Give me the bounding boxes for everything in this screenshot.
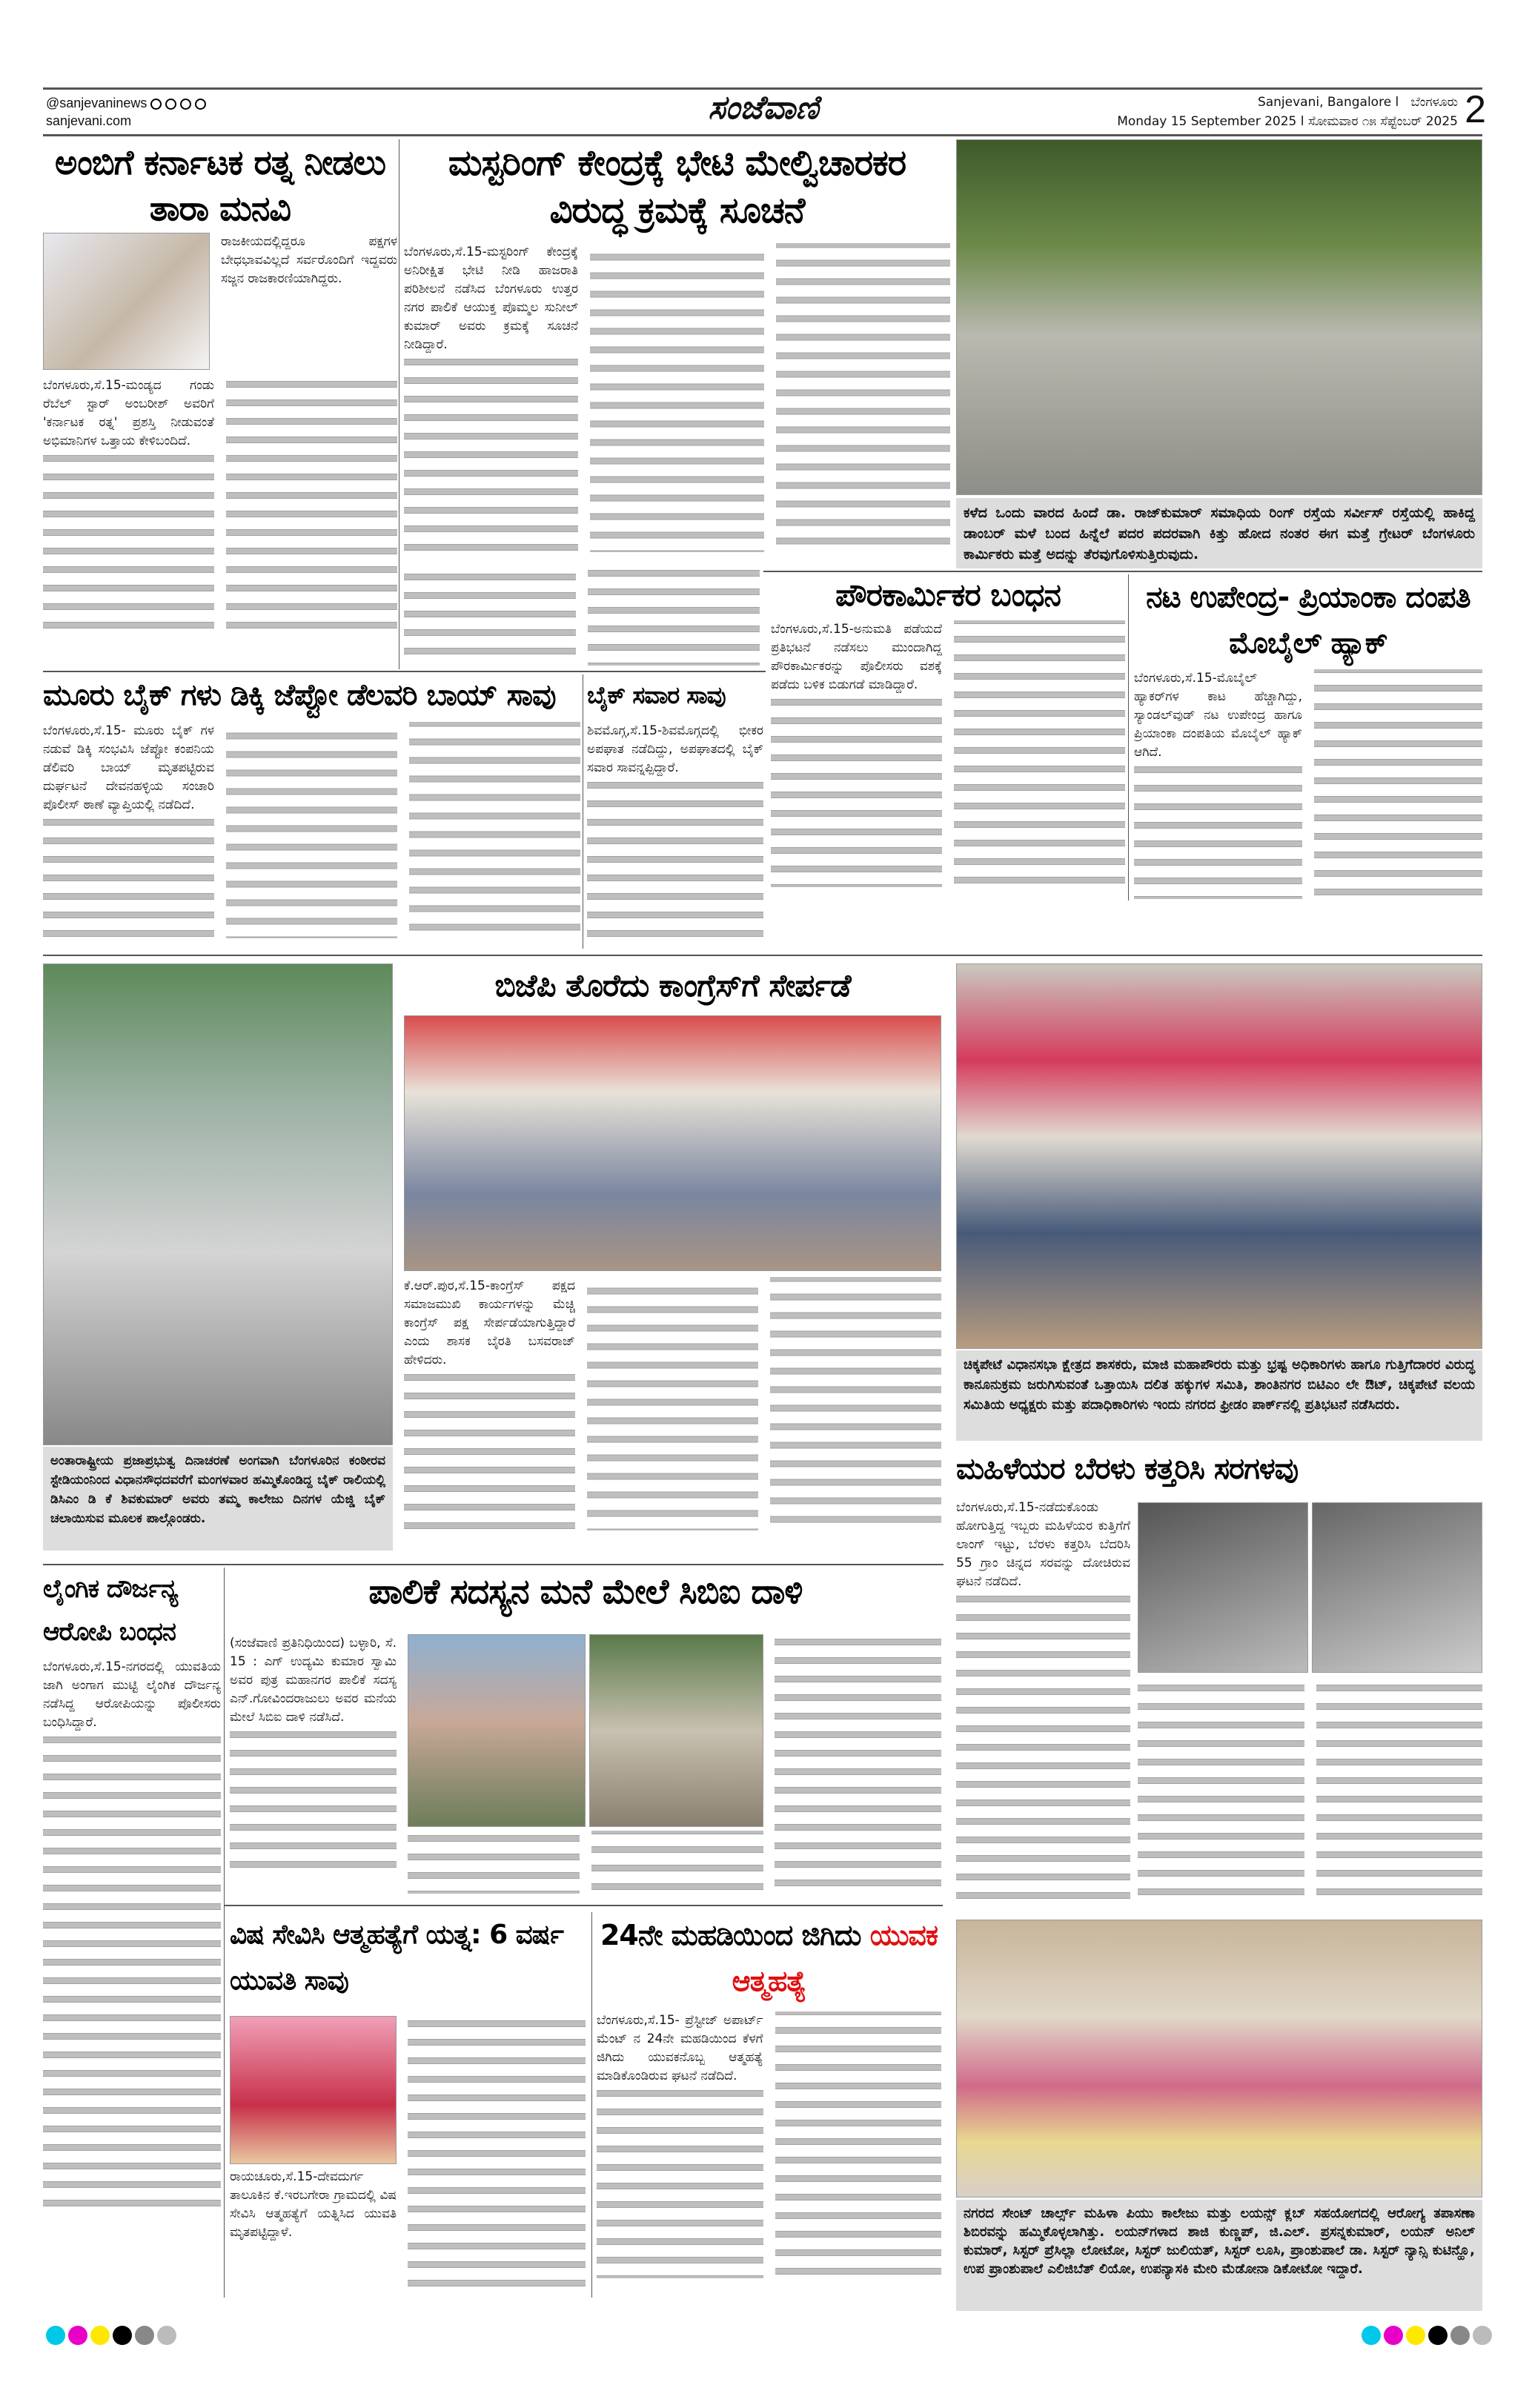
headline: ಮೂರು ಬೈಕ್ ಗಳು ಡಿಕ್ಕಿ ಜೆಪ್ಟೋ ಡೆಲವರಿ ಬಾಯ್ ಸಾವು xyxy=(43,678,556,712)
article-body: ಕೆ.ಆರ್.ಪುರ,ಸೆ.15-ಕಾಂಗ್ರೆಸ್ ಪಕ್ಷದ ಸಮಾಜಮುಖಿ ಕಾರ್ಯಗಳನ್ನು ಮೆಚ್ಚಿ ಕಾಂಗ್ರೆಸ್ ಪಕ್ಷ ಸೇರ್ಪಡೆಯಾಗುತ್ತಿದ್ದಾರೆ ಎಂದು ಶಾಸಕ ಬೈರತಿ ಬಸವರಾಜ್ ಹೇಳಿದರು. xyxy=(404,1277,941,1551)
headline: ಮಹಿಳೆಯರ ಬೆರಳು ಕತ್ತರಿಸಿ ಸರಗಳವು xyxy=(956,1452,1299,1486)
city: ಬೆಂಗಳೂರು xyxy=(1410,95,1458,110)
article-bjp xyxy=(404,963,941,1549)
victim-photo xyxy=(230,2016,397,2164)
registration-marks-left xyxy=(46,2326,179,2348)
article-poison xyxy=(230,1912,586,2298)
ambarish-photo xyxy=(43,233,210,370)
website-link[interactable]: sanjevani.com xyxy=(46,113,132,128)
article-body-continued xyxy=(1138,1680,1482,1903)
article-body-right xyxy=(775,1634,941,1894)
bike-rally-photo xyxy=(43,963,393,1445)
article-pourakarmika xyxy=(771,574,1125,900)
headline-part: 24ನೇ ಮಹಡಿಯಿಂದ ಜಿಗಿದು xyxy=(600,1919,861,1951)
article-body: ಬೆಂಗಳೂರು,ಸೆ.15-ನಡೆದುಕೊಂಡು ಹೋಗುತ್ತಿದ್ದ ಇಬ್ಬರು ಮಹಿಳೆಯರ ಕುತ್ತಿಗೆಗೆ ಲಾಂಗ್ ಇಟ್ಟು, ಬೆರಳು ಕತ್ತರಿಸಿ ಬೆದರಿಸಿ 55 ಗ್ರಾಂ ಚಿನ್ನದ ಸರವನ್ನು ದೋಚಿರುವ ಘಟನೆ ನಡೆದಿದೆ. xyxy=(956,1499,1130,1903)
article-body: ಬೆಂಗಳೂರು,ಸೆ.15- ಮೂರು ಬೈಕ್ ಗಳ ನಡುವೆ ಡಿಕ್ಕಿ ಸಂಭವಿಸಿ ಜೆಪ್ಟೋ ಕಂಪನಿಯ ಡೆಲಿವರಿ ಬಾಯ್ ಮೃತಪಟ್ಟಿರುವ ದುರ್ಘಟನೆ ದೇವನಹಳ್ಳಿಯ ಸಂಚಾರಿ ಪೊಲೀಸ್ ಠಾಣೆ ವ್ಯಾಪ್ತಿಯಲ್ಲಿ ನಡೆದಿದೆ. xyxy=(43,722,580,944)
cctv-photo-1 xyxy=(1138,1502,1308,1673)
photo-caption: ನಗರದ ಸೇಂಟ್ ಚಾರ್ಲ್ಸ್ ಮಹಿಳಾ ಪಿಯು ಕಾಲೇಜು ಮತ್ತು ಲಯನ್ಸ್ ಕ್ಲಬ್ ಸಹಯೋಗದಲ್ಲಿ ಆರೋಗ್ಯ ತಪಾಸಣಾ ಶಿಬಿರವನ್ನು ಹಮ್ಮಿಕೊಳ್ಳಲಾಗಿತ್ತು. ಲಯನ್‌ಗಳಾದ ಶಾಜಿ ಕುಣ್ಣಪ್, ಜಿ.ಎಲ್. ಪ್ರಸನ್ನಕುಮಾರ್, ಲಯನ್ ಅನಿಲ್ ಕುಮಾರ್, ಸಿಸ್ಟರ್ ಪ್ರೆಸಿಲ್ಲಾ ಲೋಟೋ, ಸಿಸ್ಟರ್ ಜುಲಿಯತ್, ಸಿಸ್ಟರ್ ಲೂಸಿ, ಪ್ರಾಂಶುಪಾಲೆ ಡಾ. ಸಿಸ್ಟರ್ ನ್ಯಾನ್ಸಿ ಕುಟಿನ್ಹೊ, ಉಪ ಪ್ರಾಂಶುಪಾಲೆ ಎಲಿಜಿಬೆತ್ ಲಿಯೋ, ಉಪನ್ಯಾಸಕಿ ಮೇರಿ ಮೆಡೋನಾ ಡಿಕೋಟೋ ಇದ್ದಾರೆ. xyxy=(956,2200,1482,2311)
headline: ನಟ ಉಪೇಂದ್ರ- ಪ್ರಿಯಾಂಕಾ ದಂಪತಿ ಮೊಬೈಲ್ ಹ್ಯಾಕ್ xyxy=(1146,580,1470,660)
facebook-icon[interactable] xyxy=(150,99,162,110)
date-en: Monday 15 September 2025 xyxy=(1117,114,1297,129)
article-floor24 xyxy=(597,1912,941,2298)
article-body: ಬೆಂಗಳೂರು,ಸೆ.15-ಮೊಬೈಲ್ ಹ್ಯಾಕರ್‌ಗಳ ಕಾಟ ಹೆಚ್ಚಾಗಿದ್ದು, ಸ್ಯಾಂಡಲ್‌ವುಡ್ ನಟ ಉಪೇಂದ್ರ ಹಾಗೂ ಪ್ರಿಯಾಂಕಾ ದಂಪತಿಯ ಮೊಬೈಲ್ ಹ್ಯಾಕ್ ಆಗಿದೆ. xyxy=(1134,669,1482,899)
headline-highlight: ಯುವಕ ಆತ್ಮಹತ್ಯೆ xyxy=(732,1919,938,1997)
newspaper-logo: ಸಂಜೆವಾಣಿ xyxy=(708,89,819,127)
article-ambi xyxy=(43,139,397,667)
road-repair-photo xyxy=(956,139,1482,495)
headline: ಮಸ್ಟರಿಂಗ್ ಕೇಂದ್ರಕ್ಕೆ ಭೇಟಿ ಮೇಲ್ವಿಚಾರಕರ ವಿರುದ್ಧ ಕ್ರಮಕ್ಕೆ ಸೂಚನೆ xyxy=(448,142,906,231)
health-camp-photo xyxy=(956,1920,1482,2198)
article-body: ಬೆಂಗಳೂರು,ಸೆ.15-ಅನುಮತಿ ಪಡೆಯದೆ ಪ್ರತಿಭಟನೆ ನಡೆಸಲು ಮುಂದಾಗಿದ್ದ ಪೌರಕಾರ್ಮಿಕರನ್ನು ಪೊಲೀಸರು ವಶಕ್ಕೆ ಪಡೆದು ಬಳಿಕ ಬಿಡುಗಡೆ ಮಾಡಿದ್ದಾರೆ. xyxy=(771,620,1125,898)
article-body-continued xyxy=(408,2016,586,2298)
headline: ಬಿಜೆಪಿ ತೊರೆದು ಕಾಂಗ್ರೆಸ್‌ಗೆ ಸೇರ್ಪಡೆ xyxy=(494,967,851,1004)
date-kn: l ಸೋಮವಾರ ೧೫ ಸೆಪ್ಟೆಂಬರ್ 2025 xyxy=(1300,114,1458,129)
article-biker xyxy=(587,674,763,949)
article-upendra xyxy=(1134,574,1482,900)
headline: ವಿಷ ಸೇವಿಸಿ ಆತ್ಮಹತ್ಯೆಗೆ ಯತ್ನ: 6 ವರ್ಷ ಯುವತಿ ಸಾವು xyxy=(230,1920,563,1996)
social-handle[interactable]: @sanjevaninews xyxy=(46,96,147,110)
article-cbi xyxy=(230,1568,941,1894)
headline xyxy=(597,1912,941,2004)
group-photo xyxy=(404,1015,941,1271)
article-sexual xyxy=(43,1568,221,2298)
article-zepto xyxy=(43,674,580,949)
youtube-icon[interactable] xyxy=(180,99,191,110)
photo-caption: ಅಂತಾರಾಷ್ಟ್ರೀಯ ಪ್ರಜಾಪ್ರಭುತ್ವ ದಿನಾಚರಣೆ ಅಂಗವಾಗಿ ಬೆಂಗಳೂರಿನ ಕಂಠೀರವ ಸ್ಟೇಡಿಯಂನಿಂದ ವಿಧಾನಸೌಧದವರೆಗೆ ಮಂಗಳವಾರ ಹಮ್ಮಿಕೊಂಡಿದ್ದ ಬೈಕ್ ರಾಲಿಯಲ್ಲಿ ಡಿಸಿಎಂ ಡಿ ಕೆ ಶಿವಕುಮಾರ್ ಅವರು ತಮ್ಮ ಕಾಲೇಜು ದಿನಗಳ ಯೆಜ್ಡಿ ಬೈಕ್ ಚಲಾಯಿಸುವ ಮೂಲಕ ಪಾಲ್ಗೊಂಡರು. xyxy=(43,1447,393,1550)
headline: ಲೈಂಗಿಕ ದೌರ್ಜನ್ಯ ಆರೋಪಿ ಬಂಧನ xyxy=(43,1574,178,1647)
article-body-continued xyxy=(404,569,760,666)
page-number: 2 xyxy=(1465,88,1486,131)
instagram-icon[interactable] xyxy=(165,99,176,110)
masthead-right xyxy=(1117,93,1458,131)
headline: ಪೌರಕಾರ್ಮಿಕರ ಬಂಧನ xyxy=(835,577,1061,613)
registration-marks-right xyxy=(1362,2326,1495,2348)
cctv-photo-2 xyxy=(1312,1502,1482,1673)
article-body: ಶಿವಮೊಗ್ಗ,ಸೆ.15-ಶಿವಮೊಗ್ಗದಲ್ಲಿ ಭೀಕರ ಅಪಘಾತ ನಡೆದಿದ್ದು, ಅಪಘಾತದಲ್ಲಿ ಬೈಕ್ ಸವಾರ ಸಾವನ್ನಪ್ಪಿದ್ದಾರೆ. xyxy=(587,722,763,944)
article-body: ಬೆಂಗಳೂರು,ಸೆ.15- ಪ್ರೆಸ್ಟೀಜ್ ಅಪಾರ್ಟ್ ಮೆಂಟ್ ನ 24ನೇ ಮಹಡಿಯಿಂದ ಕೆಳಗೆ ಜಿಗಿದು ಯುವಕನೊಬ್ಬ ಆತ್ಮಹತ್ಯೆ ಮಾಡಿಕೊಂಡಿರುವ ಘಟನೆ ನಡೆದಿದೆ. xyxy=(597,2011,941,2293)
edition: Sanjevani, Bangalore l xyxy=(1257,95,1399,110)
photo-caption: ಚಿಕ್ಕಪೇಟೆ ವಿಧಾನಸಭಾ ಕ್ಷೇತ್ರದ ಶಾಸಕರು, ಮಾಜಿ ಮಹಾಪೌರರು ಮತ್ತು ಭ್ರಷ್ಟ ಅಧಿಕಾರಿಗಳು ಹಾಗೂ ಗುತ್ತಿಗೆದಾರರ ವಿರುದ್ಧ ಕಾನೂನುಕ್ರಮ ಜರುಗಿಸುವಂತೆ ಒತ್ತಾಯಿಸಿ ದಲಿತ ಹಕ್ಕುಗಳ ಸಮಿತಿ, ಶಾಂತಿನಗರ ಬಿಟಿಎಂ ಲೇ ಔಟ್, ಚಿಕ್ಕಪೇಟೆ ವಲಯ ಸಮಿತಿಯ ಅಧ್ಯಕ್ಷರು ಮತ್ತು ಪದಾಧಿಕಾರಿಗಳು ಇಂದು ನಗರದ ಫ್ರೀಡಂ ಪಾರ್ಕ್‌ನಲ್ಲಿ ಪ್ರತಿಭಟನೆ ನಡೆಸಿದರು. xyxy=(956,1350,1482,1441)
headline: ಅಂಬಿಗೆ ಕರ್ನಾಟಕ ರತ್ನ ನೀಡಲು ತಾರಾ ಮನವಿ xyxy=(55,142,385,228)
article-body-continued xyxy=(408,1831,763,1894)
article-chain xyxy=(956,1447,1482,1906)
article-body: ಬೆಂಗಳೂರು,ಸೆ.15-ನಗರದಲ್ಲಿ ಯುವತಿಯ ಜಾಗಿ ಅಂಗಾಗ ಮುಟ್ಟಿ ಲೈಂಗಿಕ ದೌರ್ಜನ್ಯ ನಡೆಸಿದ್ದ ಆರೋಪಿಯನ್ನು ಪೊಲೀಸರು ಬಂಧಿಸಿದ್ದಾರೆ. xyxy=(43,1658,221,2210)
protest-photo xyxy=(956,963,1482,1349)
headline: ಪಾಲಿಕೆ ಸದಸ್ಯನ ಮನೆ ಮೇಲೆ ಸಿಬಿಐ ದಾಳಿ xyxy=(368,1571,803,1611)
headline: ಬೈಕ್ ಸವಾರ ಸಾವು xyxy=(587,681,726,709)
article-body: (ಸಂಜೆವಾಣಿ ಪ್ರತಿನಿಧಿಯಿಂದ) ಬಳ್ಳಾರಿ, ಸೆ. 15 : ಎಗ್ ಉದ್ಯಮಿ ಕುಮಾರ ಸ್ವಾಮಿ ಅವರ ಪುತ್ರ ಮಹಾನಗರ ಪಾಲಿಕೆ ಸದಸ್ಯ ಎನ್.ಗೋವಿಂದರಾಜುಲು ಅವರ ಮನೆಯ ಮೇಲೆ ಸಿಬಿಐ ದಾಳಿ ನಡೆಸಿದೆ. xyxy=(230,1634,397,1894)
article-body: ಬೆಂಗಳೂರು,ಸೆ.15-ಮಸ್ಟರಿಂಗ್ ಕೇಂದ್ರಕ್ಕೆ ಅನಿರೀಕ್ಷಿತ ಭೇಟಿ ನೀಡಿ ಹಾಜರಾತಿ ಪರಿಶೀಲನೆ ನಡೆಸಿದ ಬೆಂಗಳೂರು ಉತ್ತರ ನಗರ ಪಾಲಿಕೆ ಆಯುಕ್ತ ಪೊಮ್ಮಲ ಸುನೀಲ್ ಕುಮಾರ್ ಅವರು ಕ್ರಮಕ್ಕೆ ಸೂಚನೆ ನೀಡಿದ್ದಾರೆ. xyxy=(404,243,950,569)
article-col2: ರಾಜಕೀಯದಲ್ಲಿದ್ದರೂ ಪಕ್ಷಗಳ ಬೇಧಭಾವವಿಲ್ಲದೆ ಸರ್ವರೊಂದಿಗೆ ಇದ್ದವರು ಸಜ್ಜನ ರಾಜಕಾರಣಿಯಾಗಿದ್ದರು. xyxy=(221,234,397,286)
photo-caption: ಕಳೆದ ಒಂದು ವಾರದ ಹಿಂದೆ ಡಾ. ರಾಜ್‌ಕುಮಾರ್ ಸಮಾಧಿಯ ರಿಂಗ್ ರಸ್ತೆಯ ಸರ್ವೀಸ್ ರಸ್ತೆಯಲ್ಲಿ ಹಾಕಿದ್ದ ಡಾಂಬರ್ ಮಳೆ ಬಂದ ಹಿನ್ನೆಲೆ ಪದರ ಪದರವಾಗಿ ಕಿತ್ತು ಹೋದ ನಂತರ ಈಗ ಮತ್ತೆ ಗ್ರೇಟರ್ ಬೆಂಗಳೂರು ಕಾರ್ಮಿಕರು ಮತ್ತೆ ಅದನ್ನು ತೆರವುಗೊಳಿಸುತ್ತಿರುವುದು. xyxy=(956,498,1482,568)
article-body: ರಾಯಚೂರು,ಸೆ.15-ದೇವದುರ್ಗ ತಾಲೂಕಿನ ಕೆ.ಇರಬಗೇರಾ ಗ್ರಾಮದಲ್ಲಿ ವಿಷ ಸೇವಿಸಿ ಆತ್ಮಹತ್ಯೆಗೆ ಯತ್ನಿಸಿದ ಯುವತಿ ಮೃತಪಟ್ಟಿದ್ದಾಳೆ. xyxy=(230,2169,397,2240)
twitter-icon[interactable] xyxy=(195,99,206,110)
house-photo-2 xyxy=(589,1634,763,1827)
masthead-left xyxy=(46,94,206,130)
article-body: ಬೆಂಗಳೂರು,ಸೆ.15-ಮಂಡ್ಯದ ಗಂಡು ರೆಬೆಲ್ ಸ್ಟಾರ್ ಅಂಬರೀಶ್ ಅವರಿಗೆ 'ಕರ್ನಾಟಕ ರತ್ನ' ಪ್ರಶಸ್ತಿ ನೀಡುವಂತೆ ಅಭಿಮಾನಿಗಳ ಒತ್ತಾಯ ಕೇಳಿಬಂದಿದೆ. xyxy=(43,377,397,666)
house-photo-1 xyxy=(408,1634,586,1827)
